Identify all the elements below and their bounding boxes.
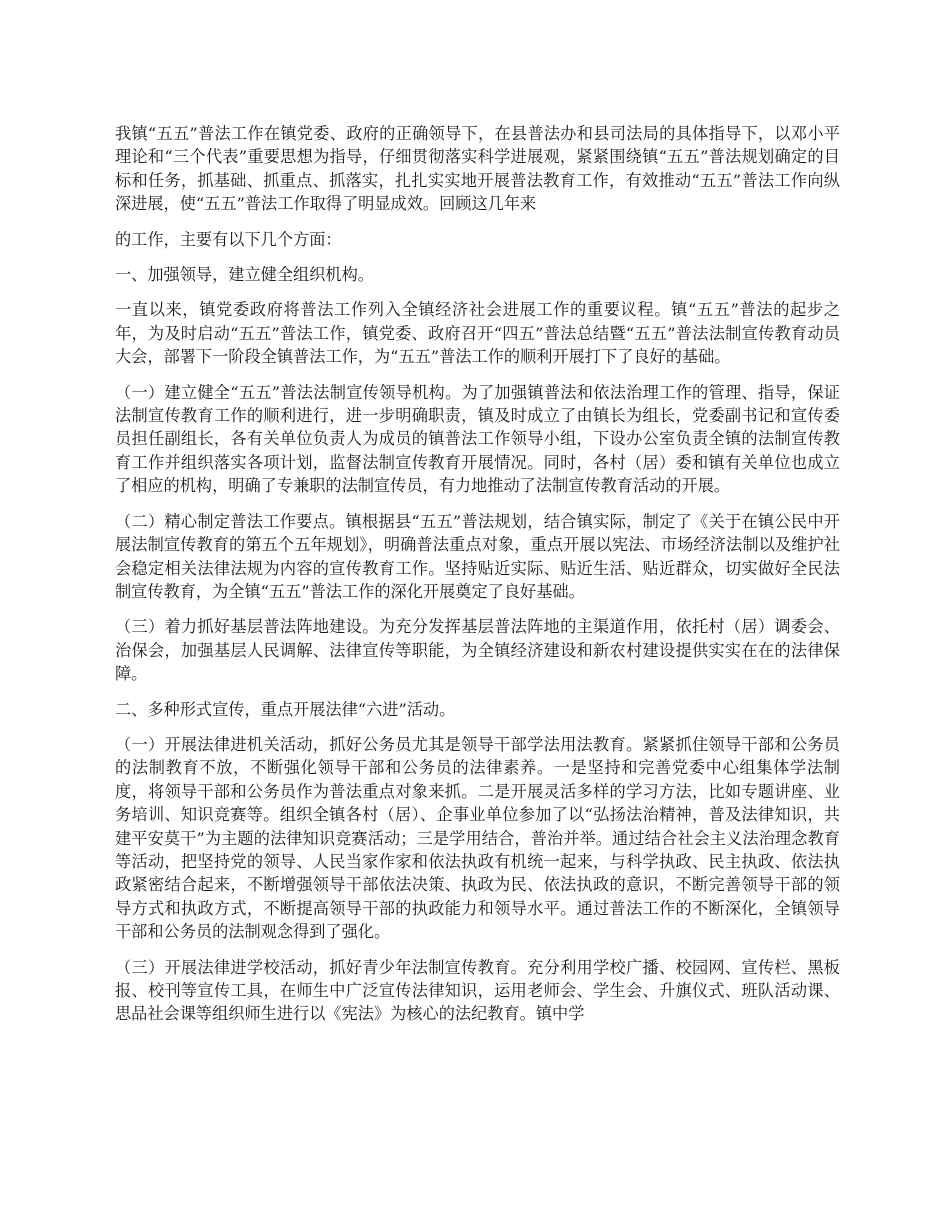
paragraph-item-1-2: （二）精心制定普法工作要点。镇根据县“五五”普法规划，结合镇实际，制定了《关于在镇公民中开展法制宣传教育的第五个五年规划》，明确普法重点对象，重点开展以宪法、市场经济法制以及维护社会稳定相关法律法规为内容的宣传教育工作。坚持贴近实际、贴近生活、贴近群众，切实做好全民法制宣传教育，为全镇“五五”普法工作的深化开展奠定了良好基础。 [115, 511, 840, 601]
section-heading-2: 二、多种形式宣传，重点开展法律“六进”活动。 [115, 699, 456, 719]
paragraph-item-2-1: （一）开展法律进机关活动，抓好公务员尤其是领导干部学法用法教育。紧紧抓住领导干部和公务员的法制教育不放，不断强化领导干部和公务员的法律素养。一是坚持和完善党委中心组集体学法制度，将领导干部和公务员作为普法重点对象来抓。二是开展灵活多样的学习方法，比如专题讲座、业务培训、知识竞赛等。组织全镇各村（居）、企事业单位参加了以“弘扬法治精神，普及法律知识，共建平安莫干”为主题的法律知识竞赛活动；三是学用结合，普治并举。通过结合社会主义法治理念教育等活动，把坚持党的领导、人民当家作家和依法执政有机统一起来，与科学执政、民主执政、依法执政紧密结合起来，不断增强领导干部依法决策、执政为民、依法执政的意识，不断完善领导干部的领导方式和执政方式，不断提高领导干部的执政能力和领导水平。通过普法工作的不断深化，全镇领导干部和公务员的法制观念得到了强化。 [115, 734, 840, 942]
document-body [115, 122, 840, 1038]
paragraph-item-1-3: （三）着力抓好基层普法阵地建设。为充分发挥基层普法阵地的主渠道作用，依托村（居）调委会、治保会，加强基层人民调解、法律宣传等职能，为全镇经济建设和新农村建设提供实实在在的法律保障。 [115, 617, 840, 684]
paragraph-intro-continued: 的工作，主要有以下几个方面： [115, 229, 342, 249]
paragraph-item-2-3: （三）开展法律进学校活动，抓好青少年法制宣传教育。充分利用学校广播、校园网、宣传栏、黑板报、校刊等宣传工具，在师生中广泛宣传法律知识，运用老师会、学生会、升旗仪式、班队活动课、思品社会课等组织师生进行以《宪法》为核心的法纪教育。镇中学 [115, 957, 840, 1024]
paragraph-intro: 我镇“五五”普法工作在镇党委、政府的正确领导下，在县普法办和县司法局的具体指导下，以邓小平理论和“三个代表”重要思想为指导，仔细贯彻落实科学进展观，紧紧围绕镇“五五”普法规划确定的目标和任务，抓基础、抓重点、抓落实，扎扎实实地开展普法教育工作，有效推动“五五”普法工作向纵深进展，使“五五”普法工作取得了明显成效。回顾这几年来 [115, 124, 840, 214]
section-heading-1: 一、加强领导，建立健全组织机构。 [115, 265, 374, 285]
paragraph-item-1-1: （一）建立健全“五五”普法法制宣传领导机构。为了加强镇普法和依法治理工作的管理、指导，保证法制宣传教育工作的顺利进行，进一步明确职责，镇及时成立了由镇长为组长，党委副书记和宣传委员担任副组长，各有关单位负责人为成员的镇普法工作领导小组，下设办公室负责全镇的法制宣传教育工作并组织落实各项计划，监督法制宣传教育开展情况。同时，各村（居）委和镇有关单位也成立了相应的机构，明确了专兼职的法制宣传员，有力地推动了法制宣传教育活动的开展。 [115, 382, 840, 496]
paragraph-section-1: 一直以来，镇党委政府将普法工作列入全镇经济社会进展工作的重要议程。镇“五五”普法的起步之年，为及时启动“五五”普法工作，镇党委、政府召开“四五”普法总结暨“五五”普法法制宣传教育动员大会，部署下一阶段全镇普法工作，为“五五”普法工作的顺利开展打下了良好的基础。 [115, 300, 840, 367]
